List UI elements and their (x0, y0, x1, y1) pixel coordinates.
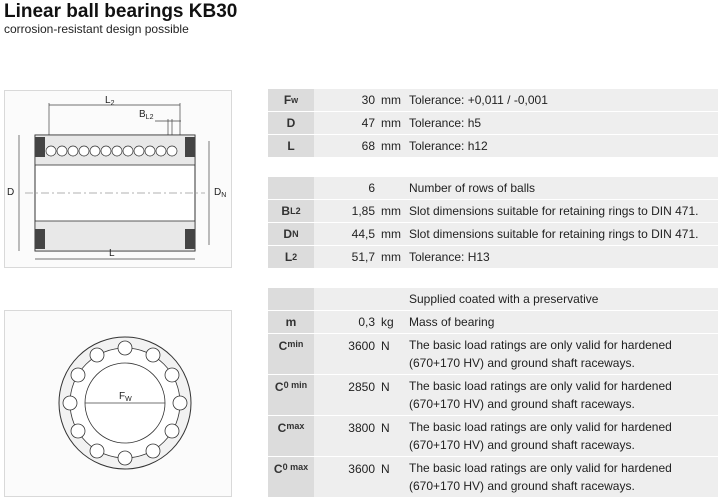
description-cell: The basic load ratings are only valid for hardened (670+170 HV) and ground shaft raceways. (402, 375, 718, 416)
table-row (268, 89, 718, 112)
description-cell: The basic load ratings are only valid for hardened (670+170 HV) and ground shaft raceways. (402, 416, 718, 457)
value-cell: 68 mm (314, 135, 402, 158)
symbol-cell: L (268, 135, 314, 158)
symbol-cell: D (268, 112, 314, 135)
value-cell: 2850 N (314, 375, 402, 416)
bearing-section-svg (5, 91, 233, 269)
table-row (268, 311, 718, 334)
table-row (268, 135, 718, 158)
description-cell: Number of rows of balls (402, 177, 718, 200)
table-row (268, 223, 718, 246)
description-cell: The basic load ratings are only valid for hardened (670+170 HV) and ground shaft raceways. (402, 457, 718, 498)
description-cell: Tolerance: h12 (402, 135, 718, 158)
symbol-cell (268, 288, 314, 311)
load-ratings-table (268, 288, 718, 498)
table-row (268, 375, 718, 416)
table-row (268, 288, 718, 311)
symbol-cell: L 2 (268, 246, 314, 269)
symbol-cell (268, 177, 314, 200)
value-cell: 3600 N (314, 334, 402, 375)
value-cell: 47 mm (314, 112, 402, 135)
table-row (268, 112, 718, 135)
l2-label: $L_2$ (105, 95, 115, 107)
description-cell: Tolerance: h5 (402, 112, 718, 135)
description-cell: Slot dimensions suitable for retaining rings to DIN 471. (402, 200, 718, 223)
l-label: L (109, 248, 115, 259)
bearing-cross-section-svg (5, 311, 233, 498)
symbol-cell: F w (268, 89, 314, 112)
table-row (268, 177, 718, 200)
symbol-cell: D N (268, 223, 314, 246)
d-label: D (7, 187, 15, 198)
value-cell (314, 288, 402, 311)
value-cell: 3800 N (314, 416, 402, 457)
description-cell: Supplied coated with a preservative (402, 288, 718, 311)
value-cell: 0,3 kg (314, 311, 402, 334)
value-cell: 1,85 mm (314, 200, 402, 223)
fw-label: $F_W$ (119, 391, 132, 403)
bl2-label: $B_{L2}$ (139, 109, 154, 121)
table-row (268, 334, 718, 375)
symbol-cell: C min (268, 334, 314, 375)
dn-label: $D_N$ (214, 187, 227, 199)
dimensions-table (268, 89, 718, 158)
description-cell: The basic load ratings are only valid for hardened (670+170 HV) and ground shaft raceways. (402, 334, 718, 375)
description-cell: Mass of bearing (402, 311, 718, 334)
description-cell: Tolerance: H13 (402, 246, 718, 269)
value-cell: 3600 N (314, 457, 402, 498)
table-row (268, 200, 718, 223)
cross-section-drawing (4, 310, 232, 497)
symbol-cell: C max (268, 416, 314, 457)
value-cell: 44,5 mm (314, 223, 402, 246)
symbol-cell: m (268, 311, 314, 334)
value-cell: 51,7 mm (314, 246, 402, 269)
symbol-cell: B L2 (268, 200, 314, 223)
table-row (268, 246, 718, 269)
description-cell: Tolerance: +0,011 / -0,001 (402, 89, 718, 112)
value-cell: 6 (314, 177, 402, 200)
description-cell: Slot dimensions suitable for retaining rings to DIN 471. (402, 223, 718, 246)
section-drawing (4, 90, 232, 268)
page-subtitle: corrosion-resistant design possible (4, 22, 189, 36)
table-row (268, 416, 718, 457)
symbol-cell: C 0 max (268, 457, 314, 498)
value-cell: 30 mm (314, 89, 402, 112)
page-title: Linear ball bearings KB30 (4, 1, 238, 22)
symbol-cell: C 0 min (268, 375, 314, 416)
table-row (268, 457, 718, 498)
slot-table (268, 177, 718, 269)
